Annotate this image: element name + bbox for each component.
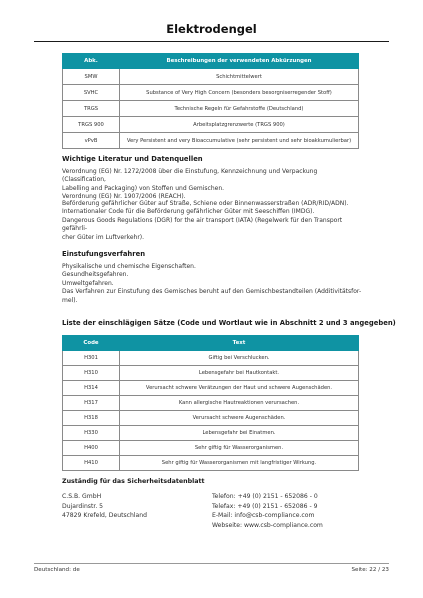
company-fax: Telefax: +49 (0) 2151 - 652086 - 9 <box>212 502 318 510</box>
abbreviation-cell: vPvB <box>63 133 120 149</box>
footer-divider <box>34 563 389 564</box>
title-divider <box>34 41 389 42</box>
classification-line: Umweltgefahren. <box>62 279 114 287</box>
company-contact <box>212 492 323 530</box>
description-cell: Schichtmittelwert <box>120 69 359 85</box>
classification-line: Physikalische und chemische Eigenschaften. <box>62 263 196 270</box>
company-city: 47829 Krefeld, Deutschland <box>62 512 148 519</box>
column-header-text: Text <box>120 336 359 351</box>
company-website: Webseite: www.csb-compliance.com <box>212 521 323 529</box>
literature-line: Verordnung (EG) Nr. 1907/2006 (REACH). <box>62 193 186 201</box>
hazard-statements-heading: Liste der einschlägigen Sätze (Code und Wortlaut wie in Abschnitt 2 und 3 angegeben) <box>62 319 396 327</box>
hazard-statements-table <box>62 335 359 471</box>
column-header-code: Code <box>63 336 120 351</box>
abbreviation-cell: SVHC <box>63 85 120 101</box>
company-address <box>62 492 147 521</box>
code-cell: H301 <box>63 351 120 366</box>
literature-block-transport <box>62 200 362 242</box>
abbreviations-table <box>62 53 359 149</box>
code-cell: H317 <box>63 396 120 411</box>
code-cell: H410 <box>63 456 120 471</box>
code-cell: H330 <box>63 426 120 441</box>
text-cell: Sehr giftig für Wasserorganismen mit langfristiger Wirkung. <box>120 456 359 471</box>
table-row <box>63 101 359 117</box>
table-row <box>63 411 359 426</box>
text-cell: Sehr giftig für Wasserorganismen. <box>120 441 359 456</box>
classification-line: mel). <box>62 296 78 304</box>
table-row <box>63 85 359 101</box>
footer-page-number: Seite: 22 / 23 <box>351 567 389 573</box>
description-cell: Very Persistent and very Bioaccumulative (sehr persistent und sehr bioakkumulierbar) <box>120 133 359 149</box>
code-cell: H318 <box>63 411 120 426</box>
column-header-abbreviation: Abk. <box>63 54 120 69</box>
table-row <box>63 396 359 411</box>
company-email: E-Mail: info@csb-compliance.com <box>212 512 315 519</box>
classification-text <box>62 263 362 305</box>
text-cell: Lebensgefahr bei Hautkontakt. <box>120 366 359 381</box>
description-cell: Substance of Very High Concern (besonders besorgniserregender Stoff) <box>120 85 359 101</box>
company-name: C.S.B. GmbH <box>62 493 102 500</box>
literature-line: Verordnung (EG) Nr. 1272/2008 über die Einstufung, Kennzeichnung und Verpackung (Classification, <box>62 168 318 184</box>
code-cell: H400 <box>63 441 120 456</box>
description-cell: Technische Regeln für Gefahrstoffe (Deutschland) <box>120 101 359 117</box>
literature-line: Labelling and Packaging) von Stoffen und Gemischen. <box>62 184 225 192</box>
literature-line: Dangerous Goods Regulations (DGR) for the air transport (IATA) (Regelwerk für den Transport gefährli- <box>62 216 343 233</box>
classification-line: Gesundheitsgefahren. <box>62 271 129 279</box>
classification-line: Das Verfahren zur Einstufung des Gemisches beruht auf den Gemischbestandteilen (Additivitätsfor- <box>62 288 362 296</box>
literature-line: cher Güter im Luftverkehr). <box>62 233 145 241</box>
table-row <box>63 69 359 85</box>
table-header-row <box>63 336 359 351</box>
text-cell: Kann allergische Hautreaktionen verursachen. <box>120 396 359 411</box>
text-cell: Verursacht schwere Augenschäden. <box>120 411 359 426</box>
literature-heading: Wichtige Literatur und Datenquellen <box>62 155 203 163</box>
literature-line: Internationaler Code für die Beförderung gefährlicher Güter mit Seeschiffen (IMDG). <box>62 208 315 216</box>
description-cell: Arbeitsplatzgrenzwerte (TRGS 900) <box>120 117 359 133</box>
footer-country: Deutschland: de <box>34 567 80 573</box>
company-street: Dujardinstr. 5 <box>62 502 104 510</box>
table-row <box>63 117 359 133</box>
responsible-heading: Zuständig für das Sicherheitsdatenblatt <box>62 478 205 485</box>
company-phone: Telefon: +49 (0) 2151 - 652086 - 0 <box>212 493 318 500</box>
page-title: Elektrodengel <box>166 22 257 36</box>
code-cell: H314 <box>63 381 120 396</box>
abbreviation-cell: TRGS <box>63 101 120 117</box>
table-row <box>63 351 359 366</box>
table-row <box>63 441 359 456</box>
table-row <box>63 456 359 471</box>
table-row <box>63 426 359 441</box>
abbreviation-cell: SMW <box>63 69 120 85</box>
abbreviation-cell: TRGS 900 <box>63 117 120 133</box>
table-row <box>63 133 359 149</box>
literature-block-regulations <box>62 168 362 202</box>
table-row <box>63 366 359 381</box>
table-header-row <box>63 54 359 69</box>
code-cell: H310 <box>63 366 120 381</box>
column-header-description: Beschreibungen der verwendeten Abkürzungen <box>120 54 359 69</box>
literature-line: Beförderung gefährlicher Güter auf Straße, Schiene oder Binnenwasserstraßen (ADR/RID/ADN). <box>62 200 349 207</box>
table-row <box>63 381 359 396</box>
text-cell: Verursacht schwere Verätzungen der Haut und schwere Augenschäden. <box>120 381 359 396</box>
classification-heading: Einstufungsverfahren <box>62 250 146 258</box>
text-cell: Giftig bei Verschlucken. <box>120 351 359 366</box>
text-cell: Lebensgefahr bei Einatmen. <box>120 426 359 441</box>
